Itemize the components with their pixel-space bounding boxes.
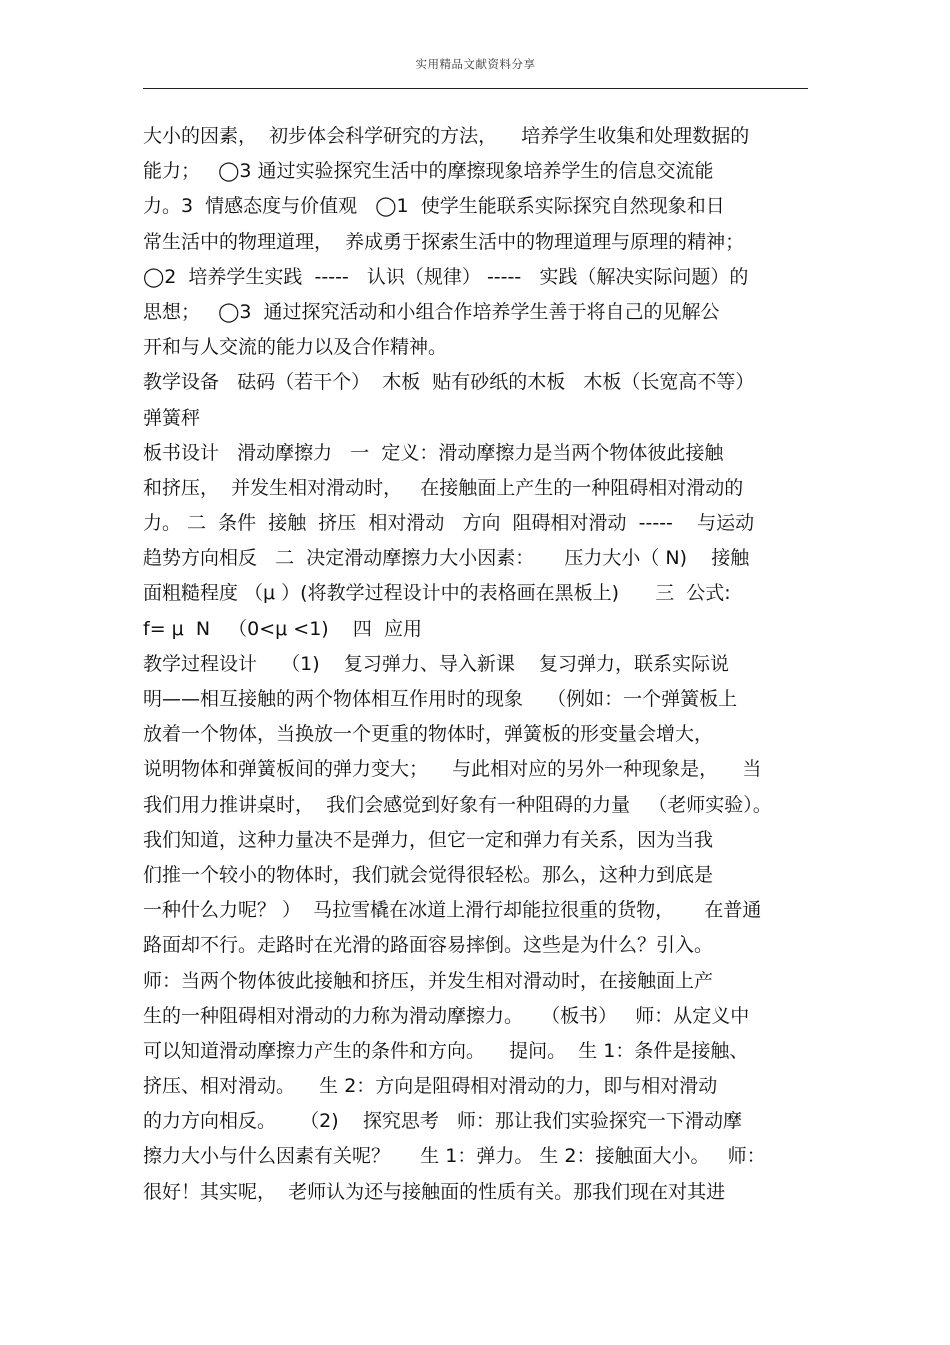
text-line: 很好！其实呢， 老师认为还与接触面的性质有关。那我们现在对其进 [143, 1180, 726, 1203]
text-line: 弹簧秤 [143, 406, 201, 429]
text-line: 我们知道，这种力量决不是弹力，但它一定和弹力有关系，因为当我 [143, 828, 714, 851]
text-line: 一种什么力呢？ ） 马拉雪橇在冰道上滑行却能拉很重的货物， 在普通 [143, 899, 762, 922]
text-line: 教学设备 砝码（若干个） 木板 贴有砂纸的木板 木板（长宽高不等） [143, 371, 755, 394]
text-line: ◯2 培养学生实践 ----- 认识（规律） ----- 实践（解决实际问题）的 [143, 265, 749, 288]
text-line: f= μ N （0<μ <1) 四 应用 [143, 617, 422, 640]
text-line: 趋势方向相反 二 决定滑动摩擦力大小因素： 压力大小（ N) 接触 [143, 547, 750, 570]
text-line: 挤压、相对滑动。 生 2：方向是阻碍相对滑动的力，即与相对滑动 [143, 1075, 718, 1098]
text-line: 面粗糙程度 （μ ）(将教学过程设计中的表格画在黑板上) 三 公式: [143, 582, 731, 605]
text-line: 和挤压， 并发生相对滑动时， 在接触面上产生的一种阻碍相对滑动的 [143, 476, 744, 499]
text-line: 擦力大小与什么因素有关呢？ 生 1：弹力。 生 2：接触面大小。 师： [143, 1145, 766, 1168]
text-line: 力。 二 条件 接触 挤压 相对滑动 方向 阻碍相对滑动 ----- 与运动 [143, 512, 755, 535]
text-line: 大小的因素， 初步体会科学研究的方法， 培养学生收集和处理数据的 [143, 125, 750, 147]
text-line: 路面却不行。走路时在光滑的路面容易摔倒。这些是为什么？引入。 [143, 934, 714, 957]
text-line: 思想； ◯3 通过探究活动和小组合作培养学生善于将自己的见解公 [143, 300, 720, 323]
text-line: 我们用力推讲桌时， 我们会感觉到好象有一种阻碍的力量 （老师实验）。 [143, 793, 772, 816]
text-line: 教学过程设计 （1) 复习弹力、导入新课 复习弹力，联系实际说 [143, 652, 729, 675]
text-line: 板书设计 滑动摩擦力 一 定义：滑动摩擦力是当两个物体彼此接触 [143, 441, 724, 464]
text-line: 放着一个物体，当换放一个更重的物体时，弹簧板的形变量会增大， [143, 723, 714, 746]
text-line: 开和与人交流的能力以及合作精神。 [143, 336, 448, 359]
text-line: 生的一种阻碍相对滑动的力称为滑动摩擦力。 （板书） 师：从定义中 [143, 1004, 750, 1027]
text-line: 说明物体和弹簧板间的弹力变大； 与此相对应的另外一种现象是， 当 [143, 758, 762, 781]
page-header-title: 实用精品文献资料分享 [415, 57, 536, 71]
text-line: 能力； ◯3 通过实验探究生活中的摩擦现象培养学生的信息交流能 [143, 160, 714, 183]
text-line: 们推一个较小的物体时，我们就会觉得很轻松。那么，这种力到底是 [143, 863, 714, 886]
text-line: 明——相互接触的两个物体相互作用时的现象 （例如：一个弹簧板上 [143, 688, 738, 710]
document-body [143, 119, 843, 1210]
text-line: 可以知道滑动摩擦力产生的条件和方向。 提问。 生 1：条件是接触、 [143, 1039, 749, 1062]
text-line: 力。3 情感态度与价值观 ◯1 使学生能联系实际探究自然现象和日 [143, 195, 725, 218]
text-line: 常生活中的物理道理， 养成勇于探索生活中的物理道理与原理的精神； [143, 230, 745, 253]
header-divider [143, 88, 808, 89]
text-line: 的力方向相反。 （2) 探究思考 师：那让我们实验探究一下滑动摩 [143, 1110, 742, 1133]
text-line: 师：当两个物体彼此接触和挤压，并发生相对滑动时，在接触面上产 [143, 969, 714, 992]
